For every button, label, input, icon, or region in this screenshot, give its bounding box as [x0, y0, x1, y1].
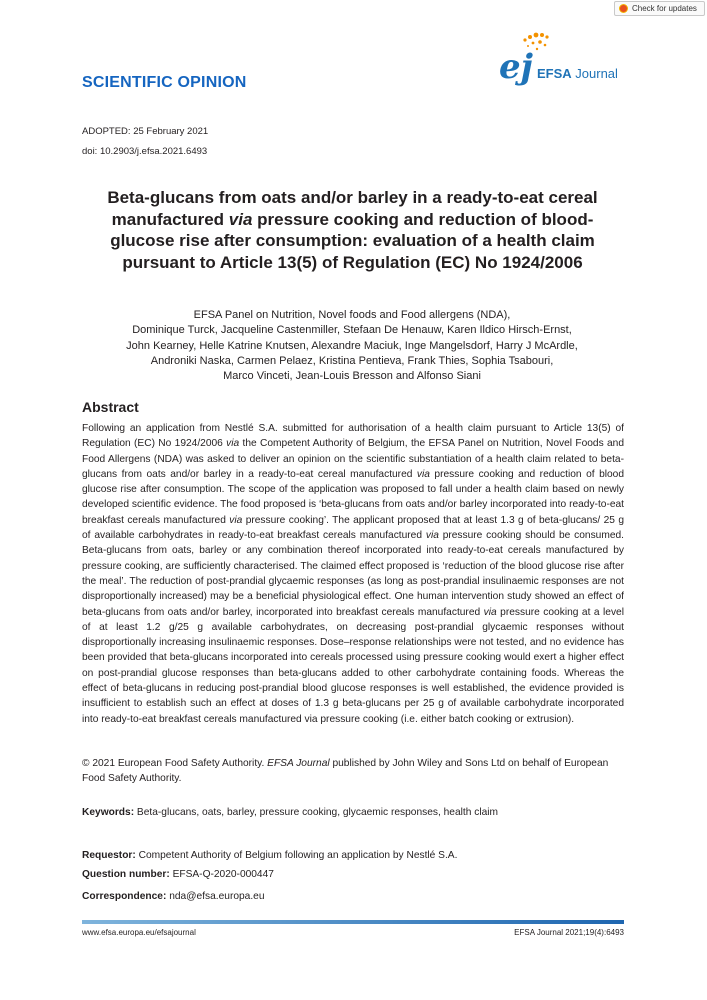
journal-name: EFSA Journal	[537, 66, 618, 81]
author-line: Marco Vinceti, Jean-Louis Bresson and Alfonso Siani	[223, 370, 481, 383]
footer-divider	[82, 920, 624, 924]
check-updates-label: Check for updates	[632, 4, 697, 13]
check-for-updates-button[interactable]	[614, 1, 705, 16]
author-line: Dominique Turck, Jacqueline Castenmiller, Stefaan De Henauw, Karen Ildico Hirsch-Ernst,	[132, 324, 572, 337]
author-list	[82, 308, 622, 384]
keywords: Keywords: Beta-glucans, oats, barley, pressure cooking, glycaemic responses, health claim	[82, 807, 499, 818]
question-number: Question number: EFSA-Q-2020-000447	[82, 869, 274, 880]
author-line: Androniki Naska, Carmen Pelaez, Kristina Pentieva, Frank Thies, Sophia Tsabouri,	[150, 354, 554, 367]
requestor: Requestor: Competent Authority of Belgium following an application by Nestlé S.A.	[82, 850, 458, 861]
abstract-text: Following an application from Nestlé S.A. submitted for authorisation of a health claim pursuant to Article 13(5) of Regulation (EC) No 1924/2006 via the Competent Authority of Belgium, the EFSA Panel on Nutrition, Novel Foods and Food Allergens (NDA) was asked to deliver an opinion on the scientific substantiation of a health claim related to beta-glucans from oats and/or barley in a ready-to-eat cereal manufactured via pressure cooking and reduction of blood glucose rise after consumption. The scope of the application was proposed to fall under a health claim based on newly developed scientific evidence. The food proposed is ‘beta-glucans from oats and/or barley incorporated into ready-to-eat breakfast cereals manufactured via pressure cooking’. The applicant proposed that at least 1.3 g of beta-glucans/ 25 g of available carbohydrates in ready-to-eat breakfast cereals manufactured via pressure cooking should be consumed. Beta-glucans from oats, barley or any combination thereof incorporated into ready-to-eat cereals manufactured by pressure cooking, are sufficiently characterised. The claimed effect proposed is ‘reduction of the blood glucose rise after the meal’. The reduction of post-prandial glycaemic responses (as long as post-prandial insulinaemic responses are not disproportionally increased) may be a beneficial physiological effect. One human intervention study showed an effect of beta-glucans from oats and/or barley, incorporated into breakfast cereals manufactured via pressure cooking at a level of at least 1.2 g/25 g available carbohydrates, on decreasing post-prandial glycaemic responses without disproportionally increasing insulinaemic responses. Dose–response relationships were not tested, and no evidence has been provided that beta-glucans incorporated into cereals processed using pressure cooking would exert a higher effect on post-prandial glucose responses than beta-glucans added to other carbohydrate containing foods. Whereas the effect of beta-glucans in reducing post-prandial blood glucose responses is well established, the evidence provided is insufficient to establish such an effect at doses of 1.3 g beta-glucans per 25 g of available carbohydrate incorporated into ready-to-eat breakfast cereals manufactured via pressure cooking (i.e. either batch cooking or extrusion).	[82, 423, 624, 725]
ej-logo-icon	[497, 30, 557, 90]
footer-citation: EFSA Journal 2021;19(4):6493	[514, 928, 624, 937]
check-updates-icon	[619, 4, 628, 13]
correspondence: Correspondence: nda@efsa.europa.eu	[82, 891, 265, 902]
efsa-journal-logo	[497, 30, 627, 90]
footer-url[interactable]: www.efsa.europa.eu/efsajournal	[82, 928, 196, 937]
doi: doi: 10.2903/j.efsa.2021.6493	[82, 146, 208, 157]
abstract-heading: Abstract	[82, 399, 139, 415]
section-label: SCIENTIFIC OPINION	[82, 74, 247, 91]
ej-logo-mark: ej	[499, 47, 533, 87]
copyright-notice: © 2021 European Food Safety Authority. EFSA Journal published by John Wiley and Sons Ltd on behalf of European Food Safety Authority.	[82, 758, 609, 785]
adopted-date: ADOPTED: 25 February 2021	[82, 126, 209, 137]
author-line: EFSA Panel on Nutrition, Novel foods and Food allergens (NDA),	[193, 309, 511, 321]
author-line: John Kearney, Helle Katrine Knutsen, Alexandre Maciuk, Inge Mangelsdorf, Harry J McArdle,	[126, 339, 578, 352]
article-title: Beta-glucans from oats and/or barley in a ready-to-eat cereal manufactured via pressure cooking and reduction of blood-glucose rise after consumption: evaluation of a health claim pursuant to Article 13(5) of Regulation (EC) No 1924/2006	[107, 188, 598, 272]
